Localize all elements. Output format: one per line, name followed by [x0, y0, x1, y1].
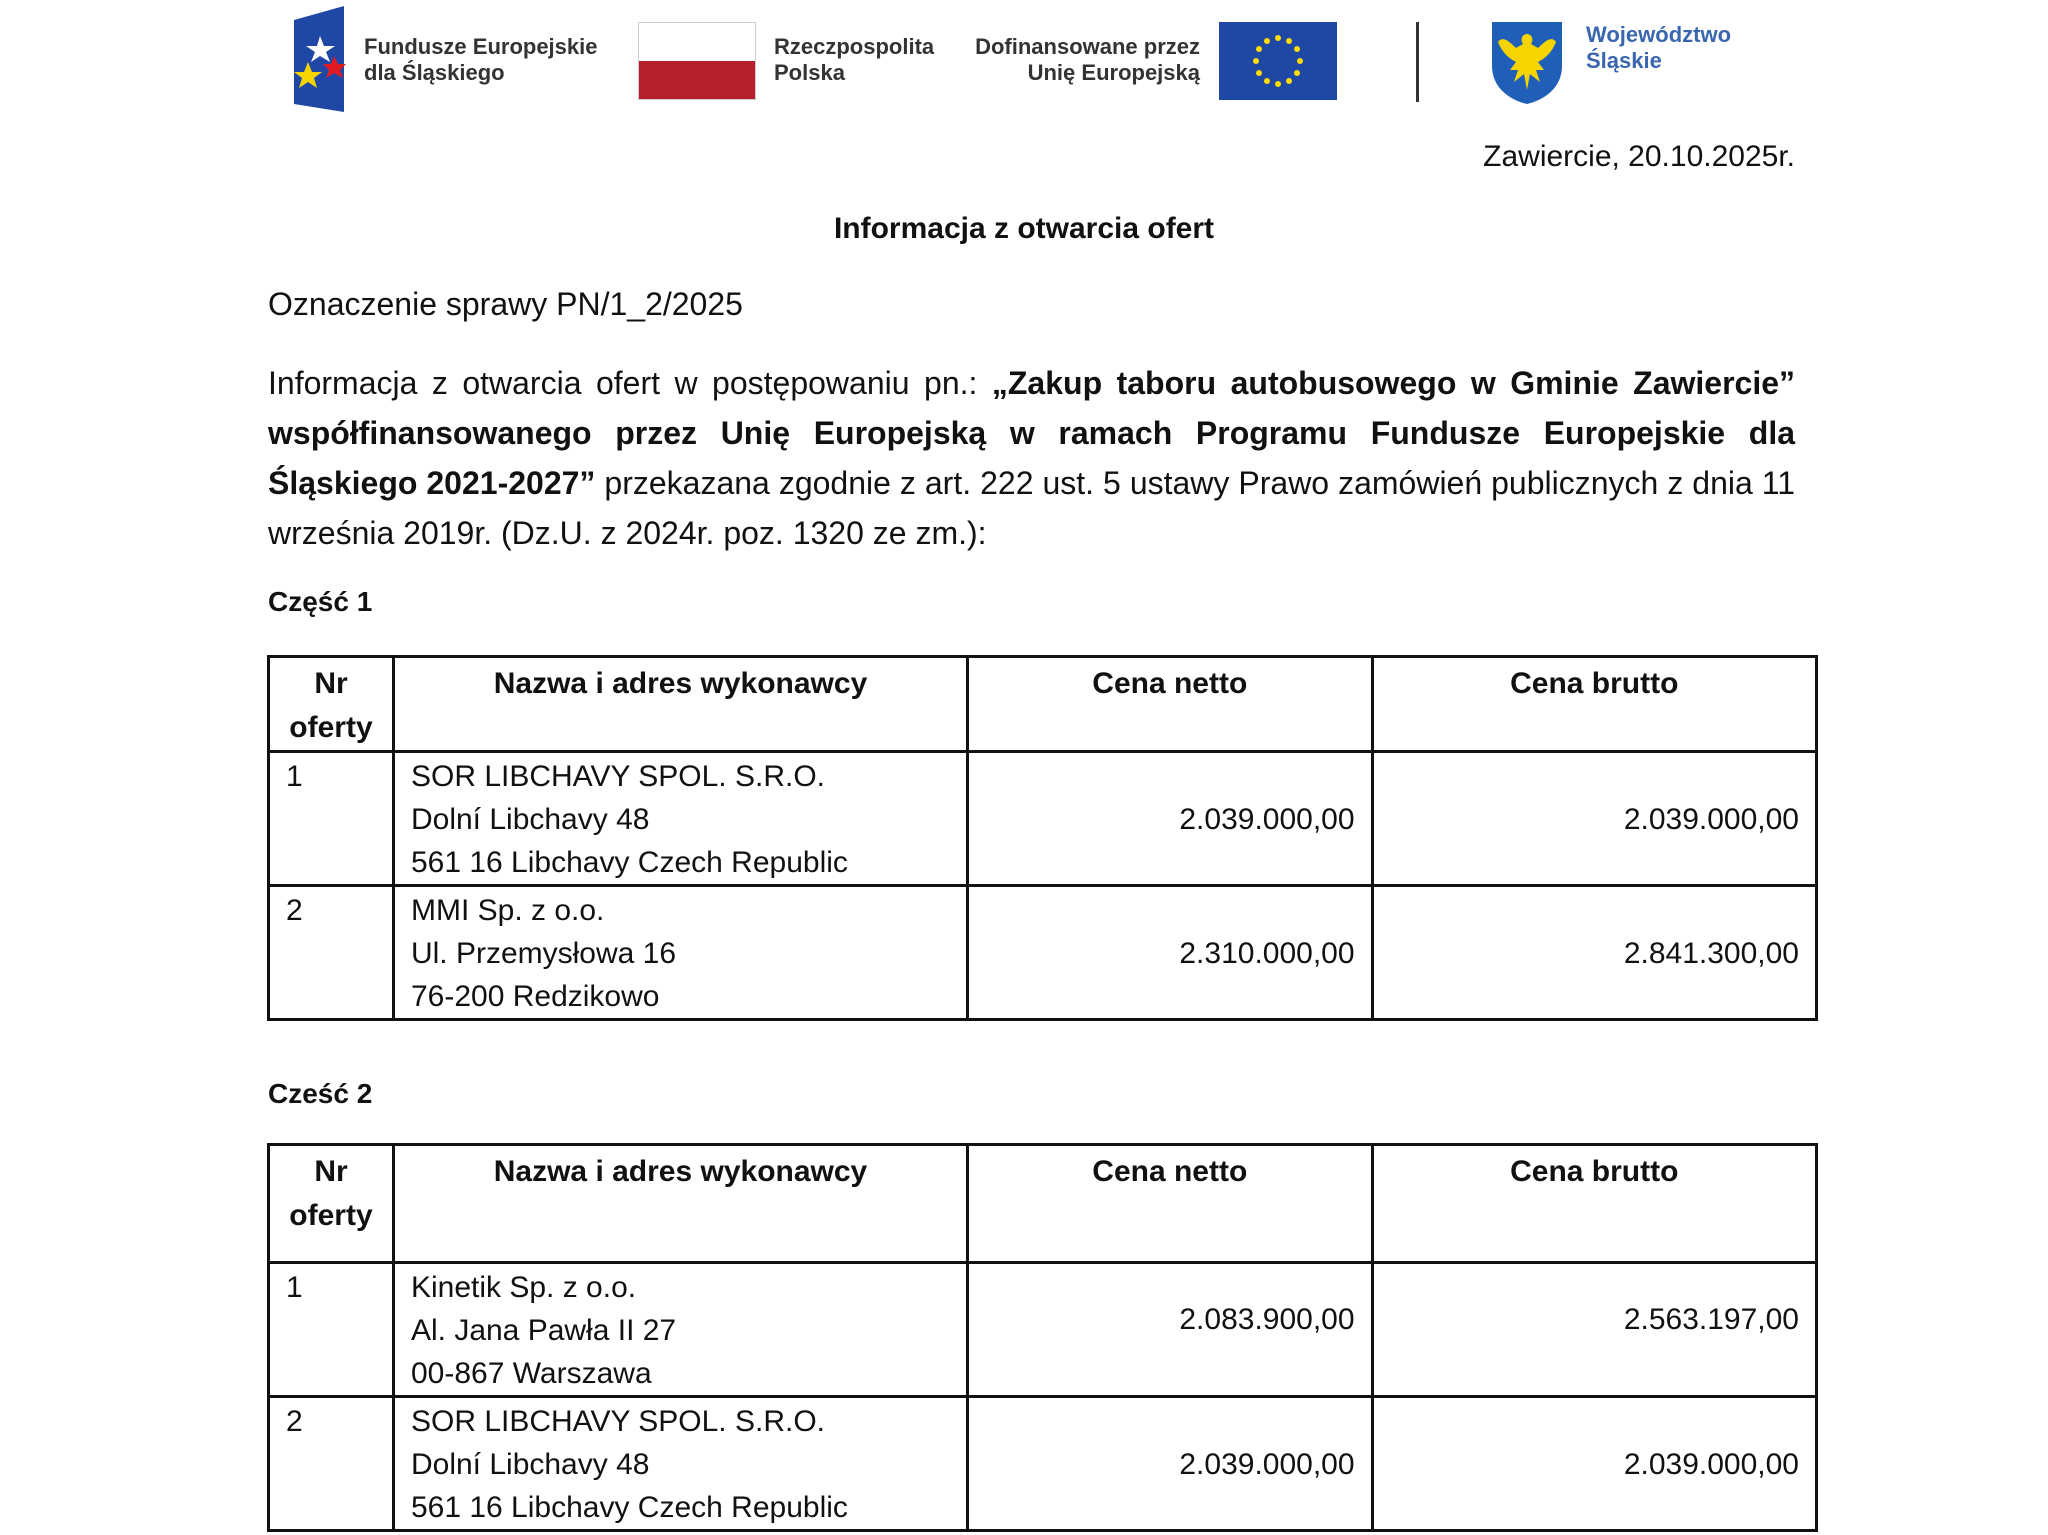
wojewodztwo-slaskie-text: Województwo Śląskie	[1586, 22, 1732, 73]
offer-number: 1	[269, 1263, 394, 1397]
fundusze-europejskie-emblem-icon	[290, 6, 348, 112]
contractor-address-line-1: Al. Jana Pawła II 27	[410, 1314, 677, 1347]
table-row	[269, 752, 1817, 886]
eu-flag-icon	[1219, 22, 1337, 100]
fundusze-europejskie-text: Fundusze Europejskie dla Śląskiego	[364, 34, 598, 85]
gross-price: 2.039.000,00	[1372, 752, 1816, 886]
gross-price: 2.039.000,00	[1372, 1397, 1816, 1531]
part-1-offers-table	[267, 655, 1818, 1021]
contractor-address-line-2: 561 16 Libchavy Czech Republic	[410, 846, 848, 879]
eu-cofinanced-text: Dofinansowane przez Unię Europejską	[975, 34, 1200, 85]
logo-divider	[1416, 22, 1419, 102]
intro-paragraph	[268, 358, 1795, 558]
case-reference: Oznaczenie sprawy PN/1_2/2025	[268, 286, 743, 322]
contractor-cell	[393, 1397, 967, 1531]
header-gross-price: Cena brutto	[1372, 1145, 1816, 1263]
header-contractor: Nazwa i adres wykonawcy	[393, 657, 967, 752]
intro-suffix: przekazana zgodnie z art. 222 ust. 5 ustawy Prawo zamówień publicznych z dnia 11 września 2019r. (Dz.U. z 2024r. poz. 1320 ze zm.):	[268, 465, 1796, 551]
contractor-cell	[393, 752, 967, 886]
gross-price: 2.841.300,00	[1372, 886, 1816, 1020]
net-price: 2.083.900,00	[968, 1263, 1373, 1397]
header-offer-number: Nr oferty	[269, 1145, 394, 1263]
contractor-cell	[393, 1263, 967, 1397]
offer-number: 2	[269, 886, 394, 1020]
header-gross-price: Cena brutto	[1372, 657, 1816, 752]
header-offer-number: Nr oferty	[269, 657, 394, 752]
contractor-address-line-2: 76-200 Redzikowo	[410, 980, 660, 1013]
header-net-price: Cena netto	[968, 1145, 1373, 1263]
contractor-address-line-1: Dolní Libchavy 48	[410, 1448, 650, 1481]
net-price: 2.039.000,00	[968, 752, 1373, 886]
gross-price: 2.563.197,00	[1372, 1263, 1816, 1397]
contractor-address-line-1: Dolní Libchavy 48	[410, 803, 650, 836]
offer-number: 2	[269, 1397, 394, 1531]
logo-bar	[0, 0, 2048, 120]
place-and-date: Zawiercie, 20.10.2025r.	[1483, 140, 1795, 173]
project-name: „Zakup taboru autobusowego w Gminie Zawiercie” współfinansowanego przez Unię Europejską w ramach Programu Fundusze Europejskie dla Śląskiego 2021-2027”	[268, 365, 1796, 501]
contractor-address-line-1: Ul. Przemysłowa 16	[410, 937, 677, 970]
net-price: 2.310.000,00	[968, 886, 1373, 1020]
rzeczpospolita-polska-text: Rzeczpospolita Polska	[774, 34, 935, 85]
part-2-label: Cześć 2	[268, 1078, 373, 1109]
polish-flag-icon	[638, 22, 756, 100]
contractor-address-line-2: 561 16 Libchavy Czech Republic	[410, 1491, 848, 1524]
header-net-price: Cena netto	[968, 657, 1373, 752]
table-row	[269, 886, 1817, 1020]
table-row	[269, 1397, 1817, 1531]
contractor-name: MMI Sp. z o.o.	[410, 894, 605, 927]
document-title: Informacja z otwarcia ofert	[833, 212, 1215, 245]
contractor-cell	[393, 886, 967, 1020]
header-contractor: Nazwa i adres wykonawcy	[393, 1145, 967, 1263]
contractor-name: Kinetik Sp. z o.o.	[410, 1271, 637, 1304]
offer-number: 1	[269, 752, 394, 886]
contractor-name: SOR LIBCHAVY SPOL. S.R.O.	[410, 760, 825, 793]
table-header-row	[269, 1145, 1817, 1263]
table-row	[269, 1263, 1817, 1397]
table-header-row	[269, 657, 1817, 752]
silesia-eagle-crest-icon	[1490, 20, 1564, 104]
intro-prefix: Informacja z otwarcia ofert w postępowaniu pn.:	[268, 365, 992, 401]
part-1-label: Część 1	[268, 586, 373, 617]
contractor-name: SOR LIBCHAVY SPOL. S.R.O.	[410, 1405, 825, 1438]
contractor-address-line-2: 00-867 Warszawa	[410, 1357, 652, 1390]
net-price: 2.039.000,00	[968, 1397, 1373, 1531]
part-2-offers-table	[267, 1143, 1818, 1532]
